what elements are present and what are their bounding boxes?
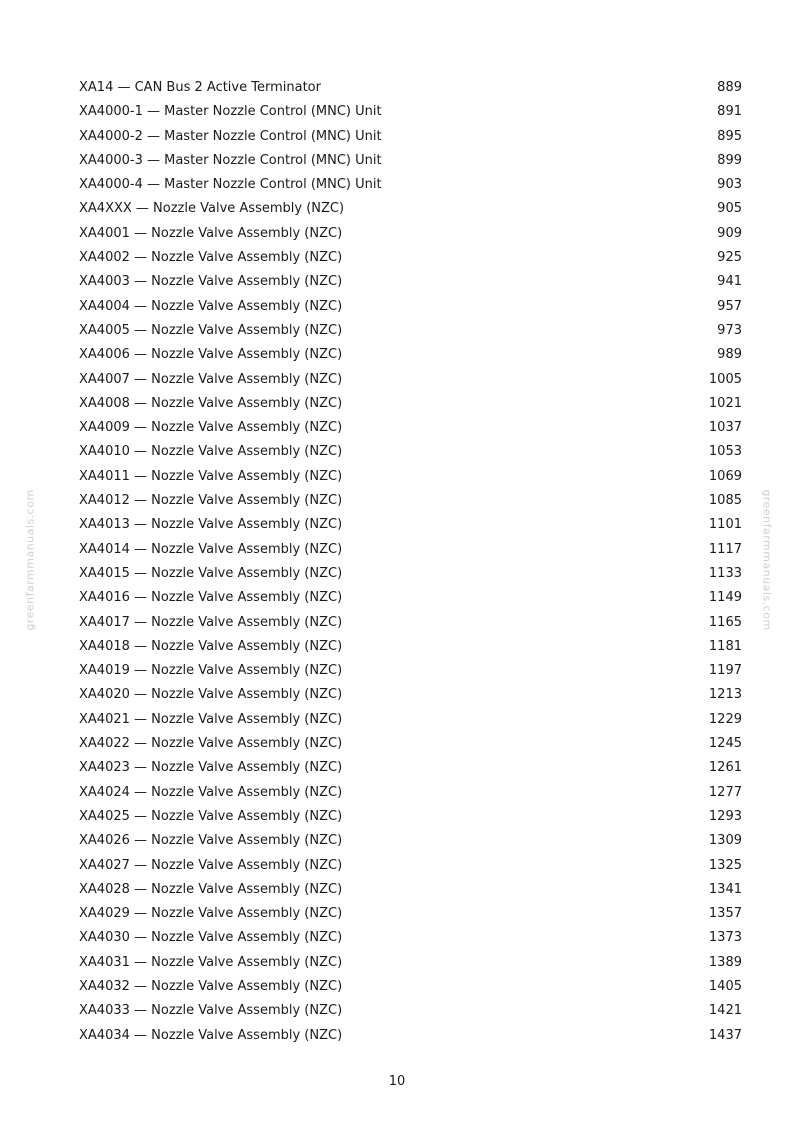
toc-entry-title: XA4000-2 — Master Nozzle Control (MNC) Unit xyxy=(79,128,382,144)
toc-entry-title: XA4034 — Nozzle Valve Assembly (NZC) xyxy=(79,1027,343,1043)
toc-entry-page: 1293 xyxy=(708,808,742,824)
toc-entry-title: XA4006 — Nozzle Valve Assembly (NZC) xyxy=(79,347,343,363)
toc-entry[interactable] xyxy=(79,392,742,416)
toc-entry-title: XA4XXX — Nozzle Valve Assembly (NZC) xyxy=(79,201,345,217)
toc-entry-page: 1117 xyxy=(708,541,742,557)
toc-entry-title: XA4029 — Nozzle Valve Assembly (NZC) xyxy=(79,906,343,922)
toc-entry[interactable] xyxy=(79,538,742,562)
toc-entry[interactable] xyxy=(79,222,742,246)
toc-entry-page: 1245 xyxy=(708,736,742,752)
table-of-contents xyxy=(79,76,742,1048)
toc-entry-title: XA4014 — Nozzle Valve Assembly (NZC) xyxy=(79,541,343,557)
toc-entry[interactable] xyxy=(79,878,742,902)
toc-entry[interactable] xyxy=(79,756,742,780)
toc-entry[interactable] xyxy=(79,975,742,999)
toc-entry-page: 1213 xyxy=(708,687,742,703)
toc-entry-title: XA4013 — Nozzle Valve Assembly (NZC) xyxy=(79,517,343,533)
toc-entry-title: XA4004 — Nozzle Valve Assembly (NZC) xyxy=(79,298,343,314)
toc-entry-page: 891 xyxy=(717,104,742,120)
toc-entry-page: 1149 xyxy=(708,590,742,606)
toc-entry-title: XA4000-4 — Master Nozzle Control (MNC) Unit xyxy=(79,177,382,193)
toc-entry-page: 1037 xyxy=(708,420,742,436)
toc-entry-title: XA4012 — Nozzle Valve Assembly (NZC) xyxy=(79,493,343,509)
toc-entry[interactable] xyxy=(79,902,742,926)
toc-entry-title: XA4018 — Nozzle Valve Assembly (NZC) xyxy=(79,638,343,654)
toc-entry-title: XA4001 — Nozzle Valve Assembly (NZC) xyxy=(79,225,343,241)
toc-entry-page: 957 xyxy=(717,298,742,314)
toc-entry-title: XA4005 — Nozzle Valve Assembly (NZC) xyxy=(79,322,343,338)
toc-entry-page: 1357 xyxy=(708,906,742,922)
toc-entry-page: 1133 xyxy=(708,565,742,581)
toc-entry-title: XA4028 — Nozzle Valve Assembly (NZC) xyxy=(79,881,343,897)
toc-entry-page: 1437 xyxy=(708,1027,742,1043)
toc-entry-title: XA4024 — Nozzle Valve Assembly (NZC) xyxy=(79,784,343,800)
toc-entry-page: 889 xyxy=(717,80,742,95)
toc-entry-page: 1373 xyxy=(708,930,742,946)
toc-entry-title: XA4020 — Nozzle Valve Assembly (NZC) xyxy=(79,687,343,703)
watermark-left: greenfarmmanuals.com xyxy=(23,489,37,631)
toc-entry[interactable] xyxy=(79,732,742,756)
toc-entry-page: 1053 xyxy=(708,444,742,460)
toc-entry[interactable] xyxy=(79,926,742,950)
toc-entry-page: 973 xyxy=(717,322,742,338)
toc-entry-title: XA4019 — Nozzle Valve Assembly (NZC) xyxy=(79,663,343,679)
toc-entry-title: XA4000-1 — Master Nozzle Control (MNC) Unit xyxy=(79,104,382,120)
toc-entry-page: 899 xyxy=(717,152,742,168)
toc-entry[interactable] xyxy=(79,197,742,221)
toc-entry-title: XA4021 — Nozzle Valve Assembly (NZC) xyxy=(79,711,343,727)
toc-entry-title: XA4025 — Nozzle Valve Assembly (NZC) xyxy=(79,808,343,824)
watermark-right: greenfarmmanuals.com xyxy=(760,489,774,631)
toc-entry-page: 1005 xyxy=(708,371,742,387)
toc-entry-page: 1325 xyxy=(708,857,742,873)
toc-entry-page: 1069 xyxy=(708,468,742,484)
toc-entry-page: 905 xyxy=(717,201,742,217)
toc-entry-page: 1405 xyxy=(708,978,742,994)
toc-entry[interactable] xyxy=(79,586,742,610)
toc-entry-page: 895 xyxy=(717,128,742,144)
toc-entry[interactable] xyxy=(79,1024,742,1048)
toc-entry[interactable] xyxy=(79,368,742,392)
toc-entry-title: XA4002 — Nozzle Valve Assembly (NZC) xyxy=(79,250,343,266)
toc-entry[interactable] xyxy=(79,951,742,975)
toc-entry[interactable] xyxy=(79,854,742,878)
toc-entry-title: XA4017 — Nozzle Valve Assembly (NZC) xyxy=(79,614,343,630)
toc-entry-page: 925 xyxy=(717,250,742,266)
toc-entry-title: XA4032 — Nozzle Valve Assembly (NZC) xyxy=(79,978,343,994)
toc-entry-title: XA4033 — Nozzle Valve Assembly (NZC) xyxy=(79,1003,343,1019)
toc-entry[interactable] xyxy=(79,246,742,270)
toc-entry[interactable] xyxy=(79,440,742,464)
toc-entry[interactable] xyxy=(79,611,742,635)
toc-entry[interactable] xyxy=(79,319,742,343)
toc-entry-page: 1165 xyxy=(708,614,742,630)
toc-entry-page: 1277 xyxy=(708,784,742,800)
toc-entry-page: 1085 xyxy=(708,493,742,509)
toc-entry[interactable] xyxy=(79,416,742,440)
toc-entry-title: XA4016 — Nozzle Valve Assembly (NZC) xyxy=(79,590,343,606)
toc-entry-title: XA4009 — Nozzle Valve Assembly (NZC) xyxy=(79,420,343,436)
toc-entry[interactable] xyxy=(79,343,742,367)
toc-entry[interactable] xyxy=(79,829,742,853)
toc-entry-page: 1421 xyxy=(708,1003,742,1019)
toc-entry-page: 1341 xyxy=(708,881,742,897)
toc-entry[interactable] xyxy=(79,295,742,319)
toc-entry-page: 1389 xyxy=(708,954,742,970)
toc-entry-page: 1181 xyxy=(708,638,742,654)
toc-entry-page: 1101 xyxy=(708,517,742,533)
toc-entry-title: XA4003 — Nozzle Valve Assembly (NZC) xyxy=(79,274,343,290)
toc-entry[interactable] xyxy=(79,76,742,100)
toc-entry[interactable] xyxy=(79,270,742,294)
toc-entry[interactable] xyxy=(79,513,742,537)
toc-entry-title: XA4011 — Nozzle Valve Assembly (NZC) xyxy=(79,468,343,484)
toc-entry[interactable] xyxy=(79,489,742,513)
toc-entry[interactable] xyxy=(79,683,742,707)
toc-entry-title: XA4023 — Nozzle Valve Assembly (NZC) xyxy=(79,760,343,776)
toc-entry[interactable] xyxy=(79,125,742,149)
toc-entry-page: 1197 xyxy=(708,663,742,679)
toc-entry[interactable] xyxy=(79,173,742,197)
toc-entry-page: 1261 xyxy=(708,760,742,776)
toc-entry[interactable] xyxy=(79,805,742,829)
toc-entry[interactable] xyxy=(79,659,742,683)
toc-entry-title: XA4010 — Nozzle Valve Assembly (NZC) xyxy=(79,444,343,460)
toc-entry[interactable] xyxy=(79,781,742,805)
toc-entry-title: XA4027 — Nozzle Valve Assembly (NZC) xyxy=(79,857,343,873)
toc-entry-title: XA4031 — Nozzle Valve Assembly (NZC) xyxy=(79,954,343,970)
toc-entry-title: XA4030 — Nozzle Valve Assembly (NZC) xyxy=(79,930,343,946)
toc-entry[interactable] xyxy=(79,465,742,489)
toc-entry[interactable] xyxy=(79,999,742,1023)
toc-entry[interactable] xyxy=(79,708,742,732)
toc-entry[interactable] xyxy=(79,562,742,586)
toc-entry-page: 1021 xyxy=(708,395,742,411)
toc-entry-page: 1229 xyxy=(708,711,742,727)
toc-entry[interactable] xyxy=(79,635,742,659)
toc-entry-title: XA4007 — Nozzle Valve Assembly (NZC) xyxy=(79,371,343,387)
toc-entry[interactable] xyxy=(79,100,742,124)
toc-entry-title: XA4026 — Nozzle Valve Assembly (NZC) xyxy=(79,833,343,849)
toc-entry-page: 903 xyxy=(717,177,742,193)
toc-entry[interactable] xyxy=(79,149,742,173)
toc-entry-title: XA4015 — Nozzle Valve Assembly (NZC) xyxy=(79,565,343,581)
page-number: 10 xyxy=(388,1074,406,1089)
toc-entry-title: XA4008 — Nozzle Valve Assembly (NZC) xyxy=(79,395,343,411)
toc-entry-page: 989 xyxy=(717,347,742,363)
toc-entry-page: 909 xyxy=(717,225,742,241)
toc-entry-title: XA4022 — Nozzle Valve Assembly (NZC) xyxy=(79,736,343,752)
toc-entry-title: XA14 — CAN Bus 2 Active Terminator xyxy=(79,80,321,95)
toc-entry-page: 1309 xyxy=(708,833,742,849)
toc-entry-title: XA4000-3 — Master Nozzle Control (MNC) Unit xyxy=(79,152,382,168)
toc-entry-page: 941 xyxy=(717,274,742,290)
